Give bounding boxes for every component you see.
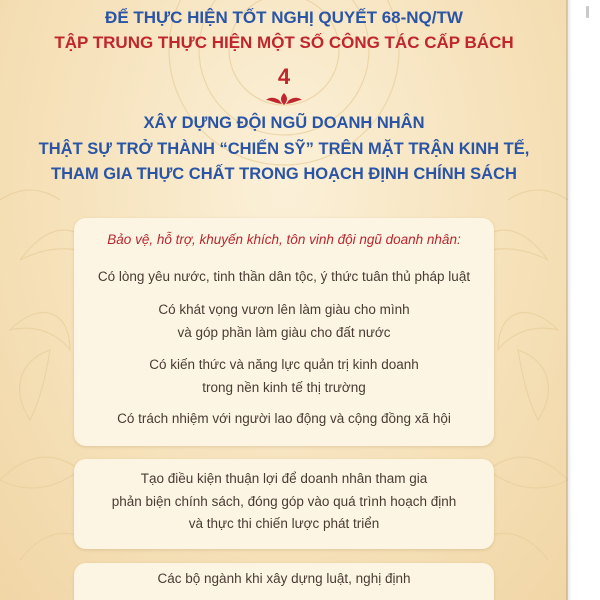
- policy-card: [74, 459, 494, 549]
- title-line-2: TẬP TRUNG THỰC HIỆN MỘT SỐ CÔNG TÁC CẤP BÁCH: [54, 33, 514, 52]
- card-item: Có lòng yêu nước, tinh thần dân tộc, ý thức tuân thủ pháp luật: [97, 269, 471, 284]
- card-item: Có kiến thức và năng lực quản trị kinh doanh: [149, 357, 419, 372]
- card-line: phản biện chính sách, đóng góp vào quá trình hoạch định: [111, 494, 457, 509]
- subtitle-line-3: THAM GIA THỰC CHẤT TRONG HOẠCH ĐỊNH CHÍNH SÁCH: [51, 165, 517, 183]
- ornament-divider-icon: [265, 92, 303, 106]
- card-item: trong nền kinh tế thị trường: [202, 380, 366, 395]
- subtitle-line-2: THẬT SỰ TRỞ THÀNH “CHIẾN SỸ” TRÊN MẶT TRẬN KINH TẾ,: [38, 140, 530, 158]
- subtitle-line-1: XÂY DỰNG ĐỘI NGŨ DOANH NHÂN: [143, 114, 425, 132]
- section-number: 4: [277, 64, 291, 89]
- card-item: Có trách nhiệm với người lao động và cộng đồng xã hội: [117, 411, 451, 426]
- card-line: và thực thi chiến lược phát triển: [188, 516, 380, 531]
- card-intro: Bảo vệ, hỗ trợ, khuyến khích, tôn vinh đội ngũ doanh nhân:: [107, 232, 461, 247]
- card-item: và góp phần làm giàu cho đất nước: [177, 325, 391, 340]
- card-item: Có khát vọng vươn lên làm giàu cho mình: [158, 302, 410, 317]
- card-line: Các bộ ngành khi xây dựng luật, nghị định: [157, 571, 411, 586]
- card-line: Tạo điều kiện thuận lợi để doanh nhân tham gia: [140, 471, 428, 486]
- page-edge-shadow: [566, 0, 572, 600]
- scrollbar-thumb[interactable]: [586, 6, 589, 18]
- support-card: [74, 218, 494, 446]
- title-line-1: ĐỂ THỰC HIỆN TỐT NGHỊ QUYẾT 68-NQ/TW: [105, 8, 463, 27]
- ministries-card: [74, 563, 494, 600]
